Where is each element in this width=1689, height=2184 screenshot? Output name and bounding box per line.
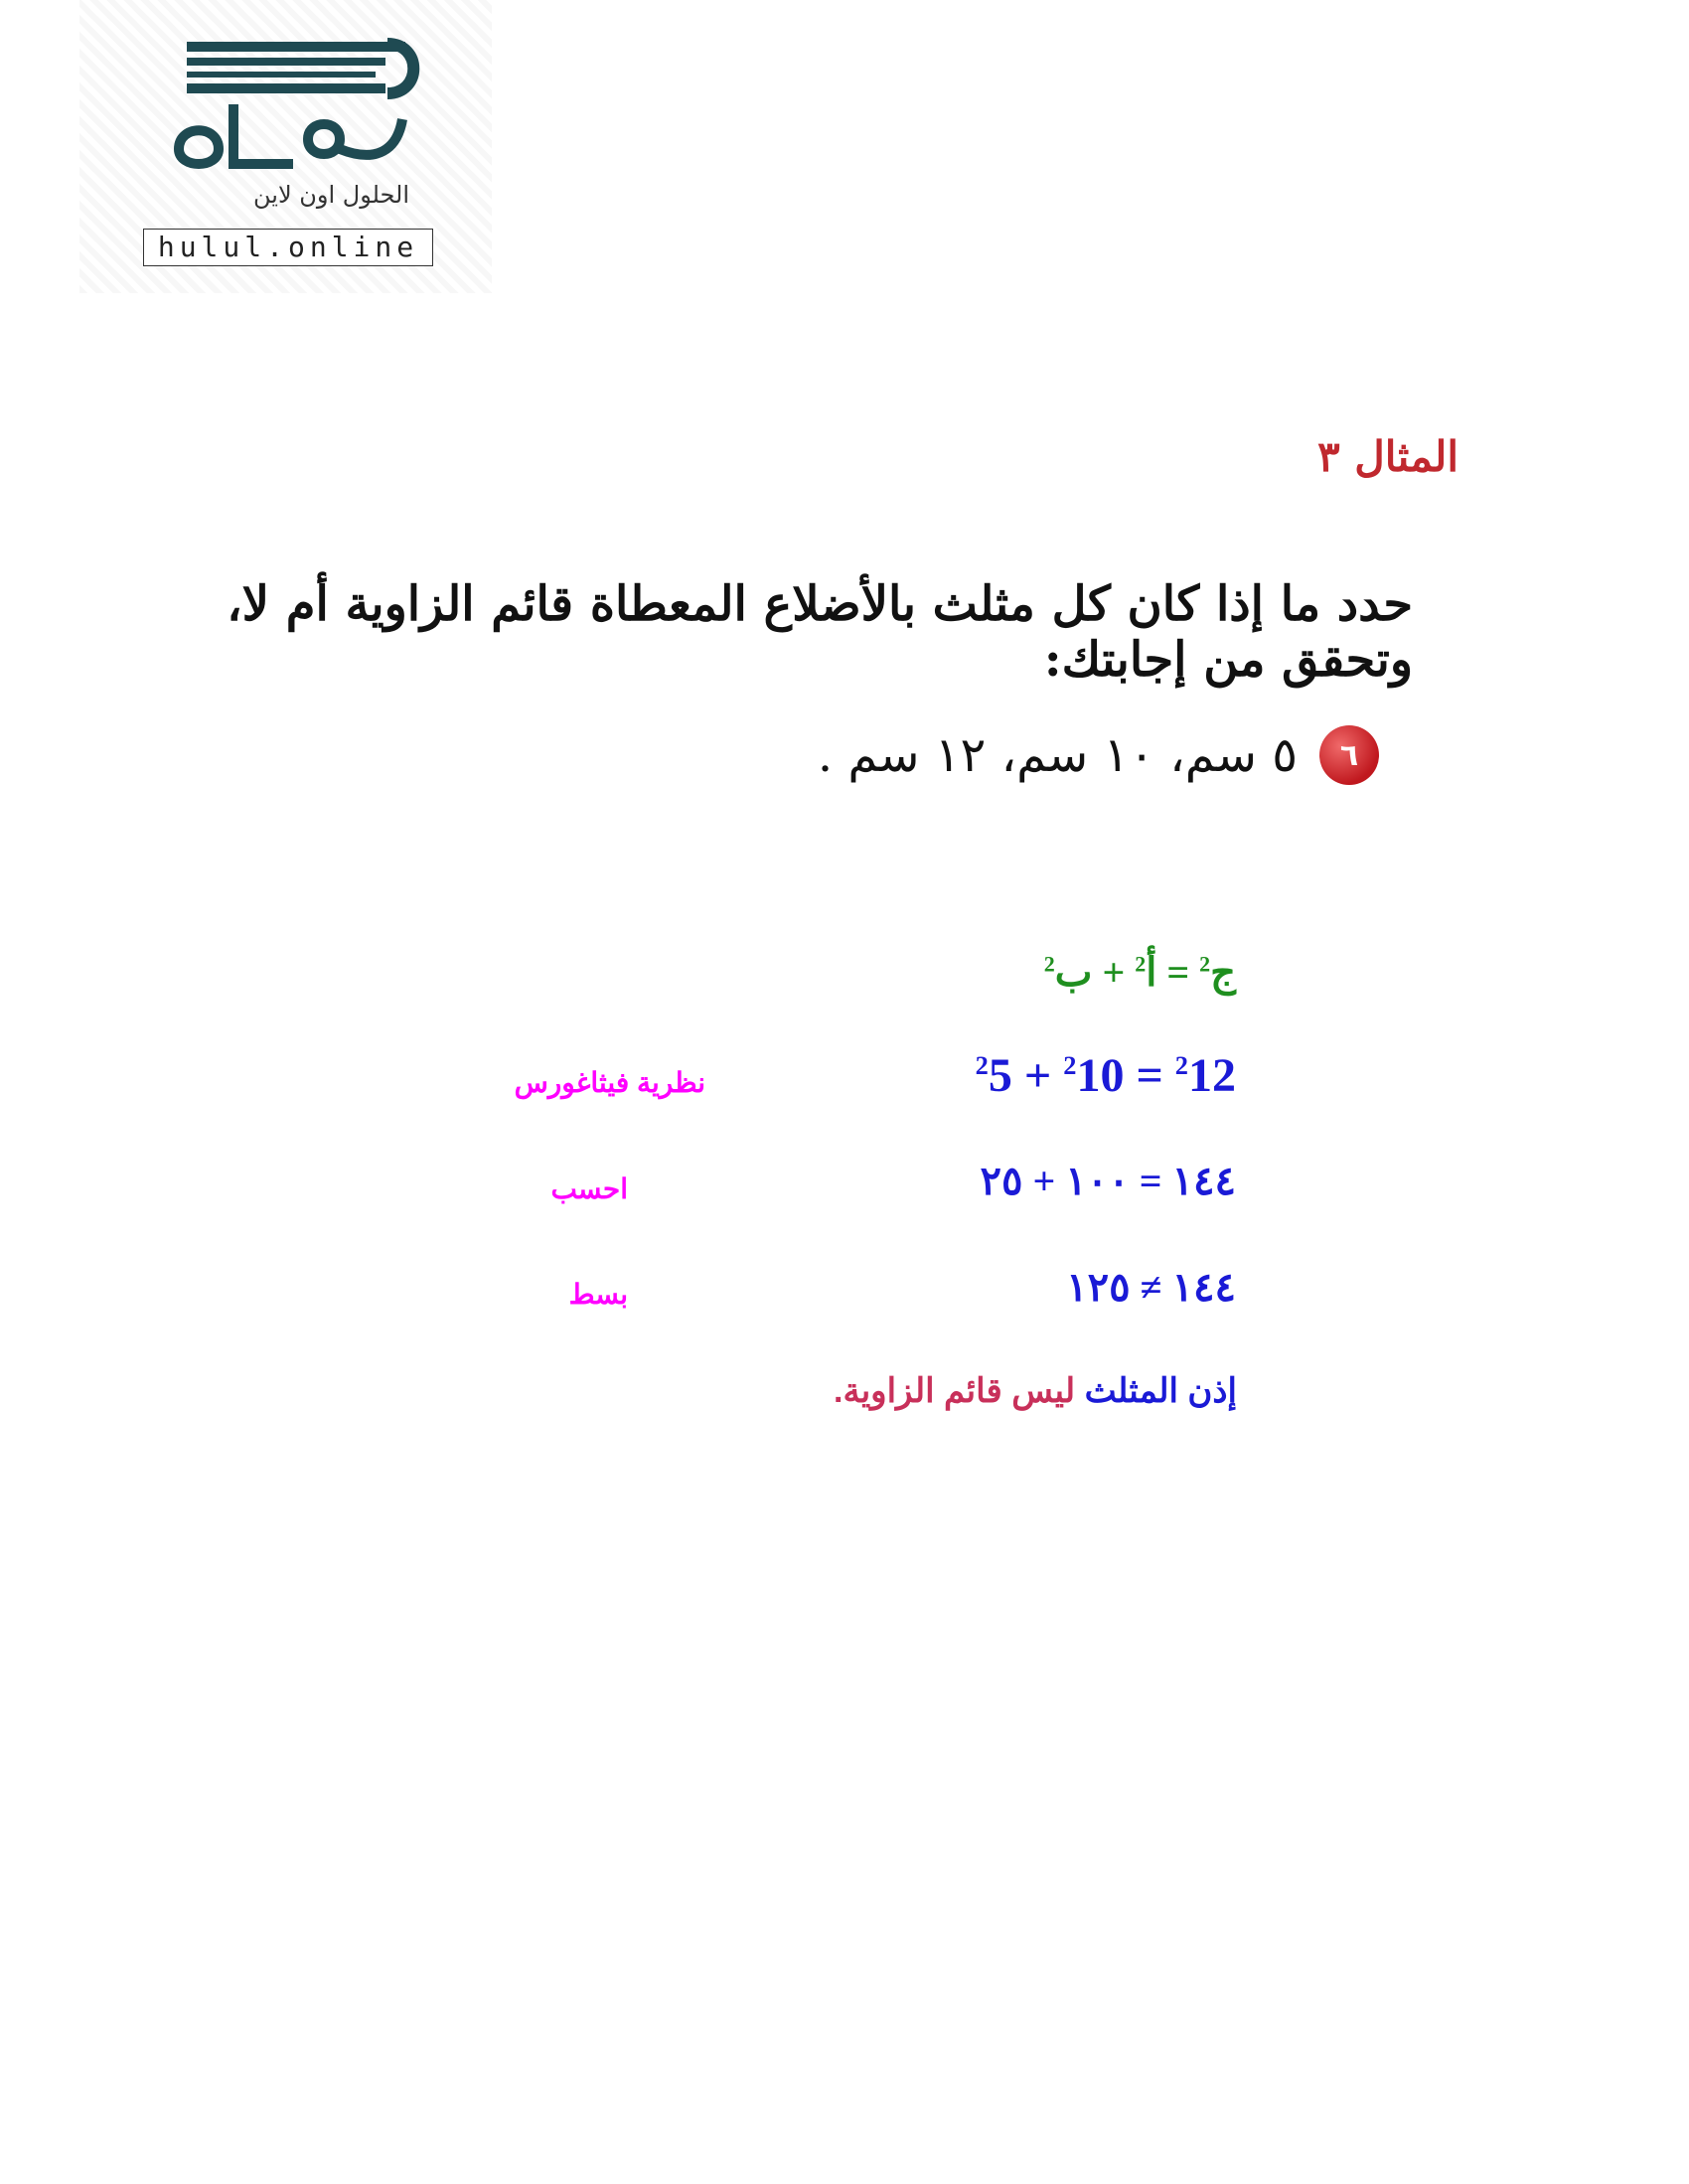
hulul-logo <box>79 0 492 293</box>
conclusion-part-1: إذن المثلث <box>1084 1372 1237 1410</box>
logo-url-text: hulul.online <box>143 229 433 266</box>
logo-brand-text: الحلول اون لاين <box>253 181 410 209</box>
example-label: المثال ٣ <box>1317 432 1459 481</box>
formula-c: ج <box>1210 950 1236 995</box>
formula-b: ب <box>1054 950 1093 995</box>
formula-a: أ <box>1146 950 1157 995</box>
question-row <box>818 725 1379 785</box>
formula-plus: + <box>1102 950 1126 995</box>
step-1-note: نظرية فيثاغورس <box>514 1067 705 1098</box>
equation-step-2: ١٤٤ = ١٠٠ + ٢٥ <box>980 1159 1236 1203</box>
equation-step-3: ١٤٤ ≠ ١٢٥ <box>1066 1265 1236 1310</box>
question-text: ٥ سم، ١٠ سم، ١٢ سم . <box>817 727 1298 783</box>
equation-step-1: $^2$5 + $^2$10 = $^2$12 <box>975 1049 1236 1102</box>
question-number-badge: ٦ <box>1319 725 1379 785</box>
conclusion <box>834 1371 1237 1411</box>
step-3-note: بسط <box>568 1279 628 1310</box>
instruction-text: حدد ما إذا كان كل مثلث بالأضلاع المعطاة قائم الزاوية أم لا، وتحقق من إجابتك: <box>227 576 1413 688</box>
step-2-note: احسب <box>550 1173 628 1204</box>
conclusion-part-2: ليس قائم الزاوية. <box>834 1372 1076 1410</box>
formula-equals: = <box>1166 950 1190 995</box>
pythagorean-formula: ج$^2$ = أ$^2$ + ب$^2$ <box>1043 950 1236 995</box>
